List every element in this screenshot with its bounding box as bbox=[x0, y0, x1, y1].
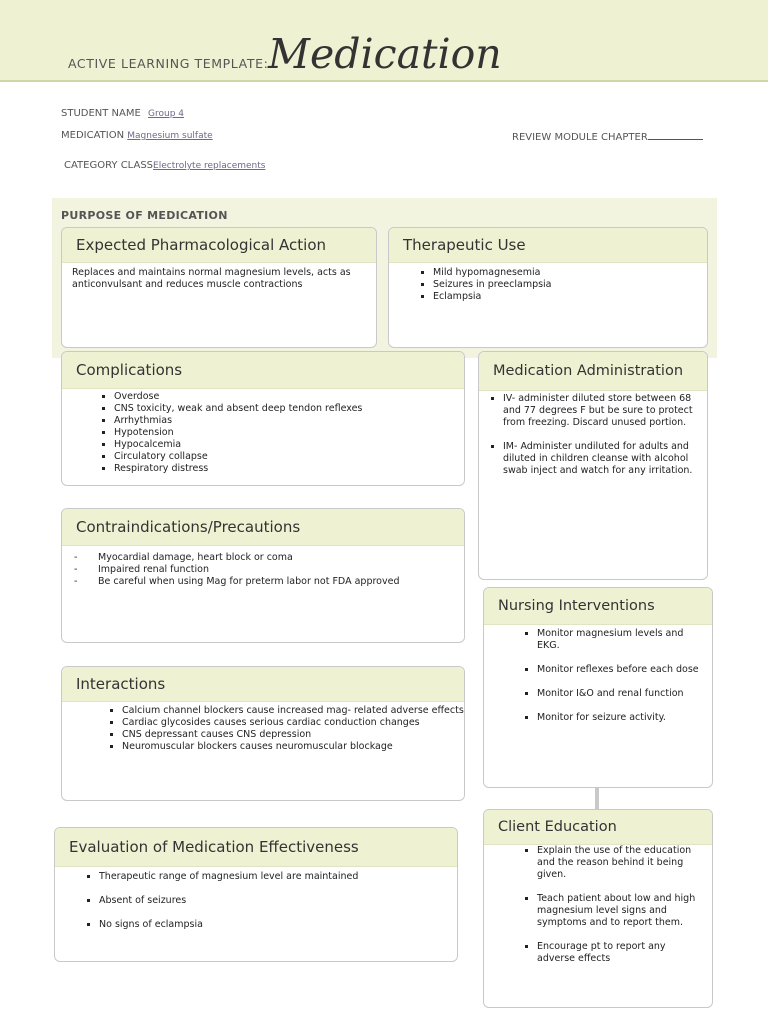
student-name-field[interactable]: Group 4 bbox=[148, 109, 185, 119]
evaluation-list bbox=[55, 871, 457, 931]
list-item: ▪ Therapeutic range of magnesium level are maintained bbox=[99, 871, 457, 883]
list-item: - Impaired renal function bbox=[98, 564, 464, 576]
connector-line bbox=[595, 787, 599, 809]
client-education-title: Client Education bbox=[484, 810, 712, 845]
student-name-label: STUDENT NAME bbox=[61, 108, 141, 119]
list-item: ▪ CNS toxicity, weak and absent deep tendon reflexes bbox=[114, 403, 464, 415]
complications-box bbox=[61, 351, 465, 486]
list-item: ▪ Arrhythmias bbox=[114, 415, 464, 427]
contraindications-list bbox=[62, 552, 464, 588]
client-education-list bbox=[484, 845, 712, 965]
list-item: ▪ Hypotension bbox=[114, 427, 464, 439]
therapeutic-use-box bbox=[388, 227, 708, 348]
category-field[interactable]: Electrolyte replacements bbox=[153, 161, 266, 171]
evaluation-title: Evaluation of Medication Effectiveness bbox=[55, 828, 457, 867]
list-item: ▪ Explain the use of the education and the reason behind it being given. bbox=[537, 845, 706, 881]
medication-administration-title: Medication Administration bbox=[479, 352, 707, 391]
medication-label: MEDICATION bbox=[61, 130, 125, 141]
therapeutic-use-list bbox=[389, 267, 707, 303]
list-item: ▪ Absent of seizures bbox=[99, 895, 457, 907]
category-row bbox=[64, 160, 265, 171]
interactions-box bbox=[61, 666, 465, 801]
list-item: ▪ Calcium channel blockers cause increased mag- related adverse effects bbox=[122, 705, 464, 717]
interactions-title: Interactions bbox=[62, 667, 464, 702]
medication-administration-list bbox=[479, 393, 707, 477]
list-item: ▪ IM- Administer undiluted for adults and diluted in children cleanse with alcohol swab inject and watch for any irritation. bbox=[503, 441, 701, 477]
nursing-interventions-list bbox=[484, 628, 712, 724]
medication-administration-box bbox=[478, 351, 708, 580]
category-label: CATEGORY CLASS bbox=[64, 160, 154, 171]
pharmacological-action-box bbox=[61, 227, 377, 348]
pharmacological-action-title: Expected Pharmacological Action bbox=[62, 228, 376, 263]
list-item: ▪ Encourage pt to report any adverse effects bbox=[537, 941, 706, 965]
list-item: ▪ Monitor reflexes before each dose bbox=[537, 664, 706, 676]
list-item: ▪ Mild hypomagnesemia bbox=[433, 267, 707, 279]
list-item: - Myocardial damage, heart block or coma bbox=[98, 552, 464, 564]
interactions-list bbox=[62, 705, 464, 753]
list-item: ▪ No signs of eclampsia bbox=[99, 919, 457, 931]
list-item: ▪ Hypocalcemia bbox=[114, 439, 464, 451]
complications-list bbox=[62, 391, 464, 475]
list-item: ▪ Eclampsia bbox=[433, 291, 707, 303]
evaluation-box bbox=[54, 827, 458, 962]
nursing-interventions-box bbox=[483, 587, 713, 788]
list-item: ▪ Respiratory distress bbox=[114, 463, 464, 475]
list-item: ▪ Monitor magnesium levels and EKG. bbox=[537, 628, 706, 652]
list-item: ▪ Seizures in preeclampsia bbox=[433, 279, 707, 291]
list-item: ▪ Circulatory collapse bbox=[114, 451, 464, 463]
medication-field[interactable]: Magnesium sulfate bbox=[127, 131, 213, 141]
list-item: ▪ Teach patient about low and high magnesium level signs and symptoms and to report them. bbox=[537, 893, 706, 929]
review-module-field[interactable] bbox=[648, 130, 703, 140]
student-name-row bbox=[61, 108, 331, 119]
list-item: ▪ Cardiac glycosides causes serious cardiac conduction changes bbox=[122, 717, 464, 729]
contraindications-box bbox=[61, 508, 465, 643]
nursing-interventions-title: Nursing Interventions bbox=[484, 588, 712, 625]
list-item: ▪ Monitor for seizure activity. bbox=[537, 712, 706, 724]
page-header bbox=[0, 0, 768, 82]
review-module-label: REVIEW MODULE CHAPTER bbox=[512, 132, 648, 143]
list-item: ▪ Neuromuscular blockers causes neuromuscular blockage bbox=[122, 741, 464, 753]
pharmacological-action-text: Replaces and maintains normal magnesium levels, acts as anticonvulsant and reduces muscle contractions bbox=[72, 267, 351, 290]
complications-title: Complications bbox=[62, 352, 464, 389]
template-label: ACTIVE LEARNING TEMPLATE: bbox=[68, 56, 269, 71]
page-title: Medication bbox=[268, 30, 502, 78]
review-module-row bbox=[512, 130, 703, 143]
list-item: - Be careful when using Mag for preterm labor not FDA approved bbox=[98, 576, 464, 588]
list-item: ▪ Monitor I&O and renal function bbox=[537, 688, 706, 700]
list-item: ▪ CNS depressant causes CNS depression bbox=[122, 729, 464, 741]
therapeutic-use-title: Therapeutic Use bbox=[389, 228, 707, 263]
contraindications-title: Contraindications/Precautions bbox=[62, 509, 464, 546]
client-education-box bbox=[483, 809, 713, 1008]
medication-row bbox=[61, 130, 213, 141]
list-item: ▪ IV- administer diluted store between 68 and 77 degrees F but be sure to protect from freezing. Discard unused portion. bbox=[503, 393, 701, 429]
list-item: ▪ Overdose bbox=[114, 391, 464, 403]
purpose-title: PURPOSE OF MEDICATION bbox=[61, 209, 228, 222]
